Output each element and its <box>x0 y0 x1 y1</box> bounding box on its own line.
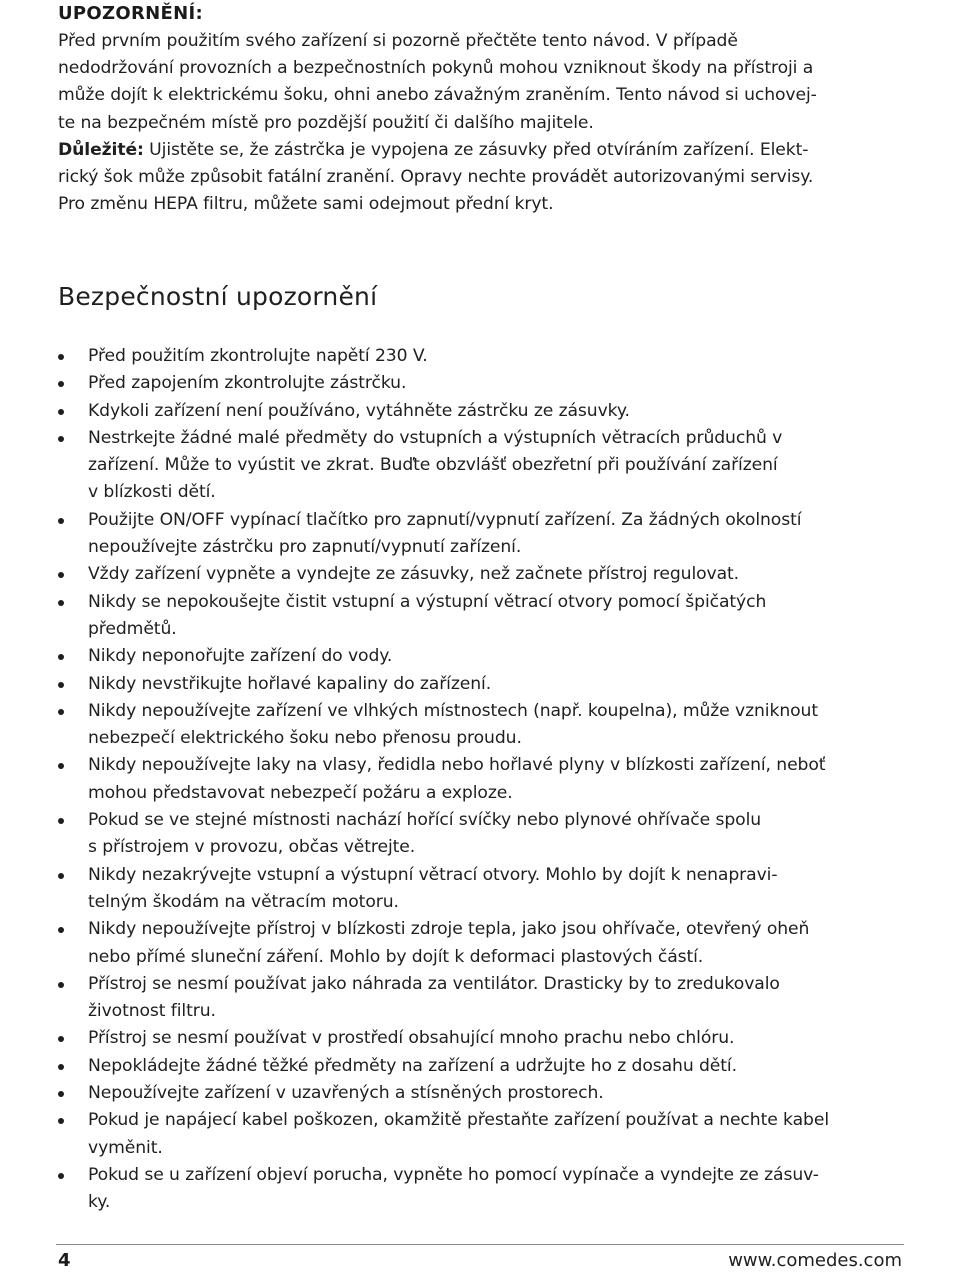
safety-bullet-item <box>58 862 908 917</box>
warning-title: UPOZORNĚNÍ: <box>58 3 203 24</box>
bullet-line: Nikdy nevstřikujte hořlavé kapaliny do zařízení. <box>88 673 492 694</box>
bullet-dot-icon <box>58 873 64 879</box>
bullet-line: telným škodám na větracím motoru. <box>88 891 399 912</box>
page-number: 4 <box>58 1250 71 1271</box>
safety-bullet-item <box>58 561 908 588</box>
bullet-line: předmětů. <box>88 618 177 639</box>
bullet-line: zařízení. Může to vyústit ve zkrat. Buďte obzvlášť obezřetní při používání zařízení <box>88 455 778 476</box>
safety-bullet-list <box>58 343 908 1217</box>
safety-bullet-item <box>58 971 908 1026</box>
bullet-dot-icon <box>58 1036 64 1042</box>
bullet-line: ky. <box>88 1192 111 1213</box>
bullet-dot-icon <box>58 763 64 769</box>
bullet-dot-icon <box>58 409 64 415</box>
bullet-line: Nepokládejte žádné těžké předměty na zařízení a udržujte ho z dosahu dětí. <box>88 1055 737 1076</box>
website-link[interactable]: www.comedes.com <box>728 1250 902 1271</box>
safety-bullet-item <box>58 698 908 753</box>
safety-bullet-item <box>58 807 908 862</box>
safety-bullet-item <box>58 752 908 807</box>
bullet-dot-icon <box>58 600 64 606</box>
safety-bullet-item <box>58 671 908 698</box>
bullet-dot-icon <box>58 518 64 524</box>
bullet-line: nebo přímé sluneční záření. Mohlo by dojít k deformaci plastových částí. <box>88 946 704 967</box>
bullet-line: Pokud se ve stejné místnosti nachází hořící svíčky nebo plynové ohřívače spolu <box>88 810 762 831</box>
warning-line: nedodržování provozních a bezpečnostních pokynů mohou vzniknout škody na přístroji a <box>58 58 814 79</box>
safety-bullet-item <box>58 507 908 562</box>
bullet-dot-icon <box>58 354 64 360</box>
section-title: Bezpečnostní upozornění <box>58 282 378 311</box>
bullet-line: Vždy zařízení vypněte a vyndejte ze zásuvky, než začnete přístroj regulovat. <box>88 564 740 585</box>
warning-line: může dojít k elektrickému šoku, ohni anebo závažným zraněním. Tento návod si uchovej- <box>58 85 817 106</box>
bullet-line: Nestrkejte žádné malé předměty do vstupních a výstupních větracích průduchů v <box>88 427 783 448</box>
bullet-line: mohou představovat nebezpečí požáru a exploze. <box>88 782 513 803</box>
bullet-line: Nikdy nepoužívejte zařízení ve vlhkých místnostech (např. koupelna), může vzniknout <box>88 700 818 721</box>
bullet-line: Nikdy se nepokoušejte čistit vstupní a výstupní větrací otvory pomocí špičatých <box>88 591 767 612</box>
important-label: Důležité: <box>58 139 144 160</box>
bullet-dot-icon <box>58 818 64 824</box>
bullet-dot-icon <box>58 927 64 933</box>
safety-bullet-item <box>58 343 908 370</box>
safety-bullet-item <box>58 1107 908 1162</box>
bullet-dot-icon <box>58 1118 64 1124</box>
important-line: Pro změnu HEPA filtru, můžete sami odejmout přední kryt. <box>58 194 554 215</box>
bullet-line: Nikdy nepoužívejte laky na vlasy, ředidla nebo hořlavé plyny v blízkosti zařízení, neboť <box>88 755 826 776</box>
bullet-line: Přístroj se nesmí používat v prostředí obsahující mnoho prachu nebo chlóru. <box>88 1028 735 1049</box>
warning-line: te na bezpečném místě pro pozdější použití či dalšího majitele. <box>58 112 594 133</box>
important-text: Ujistěte se, že zástrčka je vypojena ze zásuvky před otvíráním zařízení. Elekt- <box>143 139 809 160</box>
bullet-dot-icon <box>58 1091 64 1097</box>
bullet-line: s přístrojem v provozu, občas větrejte. <box>88 837 416 858</box>
bullet-line: nebezpečí elektrického šoku nebo přenosu proudu. <box>88 728 522 749</box>
bullet-dot-icon <box>58 682 64 688</box>
safety-bullet-item <box>58 643 908 670</box>
bullet-line: Před použitím zkontrolujte napětí 230 V. <box>88 346 428 366</box>
safety-bullet-item <box>58 398 908 425</box>
bullet-line: Před zapojením zkontrolujte zástrčku. <box>88 373 407 394</box>
safety-bullet-item <box>58 1162 908 1217</box>
bullet-dot-icon <box>58 572 64 578</box>
bullet-line: životnost filtru. <box>88 1001 216 1022</box>
bullet-dot-icon <box>58 1173 64 1179</box>
bullet-line: Pokud se u zařízení objeví porucha, vypněte ho pomocí vypínače a vyndejte ze zásuv- <box>88 1164 819 1185</box>
safety-bullet-item <box>58 589 908 644</box>
bullet-dot-icon <box>58 436 64 442</box>
safety-bullet-item <box>58 370 908 397</box>
bullet-dot-icon <box>58 654 64 660</box>
bullet-line: Nikdy neponořujte zařízení do vody. <box>88 646 393 667</box>
bullet-dot-icon <box>58 709 64 715</box>
warning-line: Před prvním použitím svého zařízení si pozorně přečtěte tento návod. V případě <box>58 31 738 51</box>
safety-bullet-item <box>58 916 908 971</box>
bullet-line: Nikdy nepoužívejte přístroj v blízkosti zdroje tepla, jako jsou ohřívače, otevřený oheň <box>88 919 810 940</box>
bullet-line: Nepoužívejte zařízení v uzavřených a stísněných prostorech. <box>88 1083 604 1104</box>
safety-bullet-item <box>58 425 908 507</box>
bullet-line: v blízkosti dětí. <box>88 482 216 503</box>
safety-bullet-item <box>58 1025 908 1052</box>
important-line: rický šok může způsobit fatální zranění. Opravy nechte provádět autorizovanými servisy. <box>58 167 814 188</box>
bullet-line: Nikdy nezakrývejte vstupní a výstupní větrací otvory. Mohlo by dojít k nenapravi- <box>88 864 778 885</box>
warning-text <box>58 28 908 218</box>
safety-bullet-item <box>58 1053 908 1080</box>
important-line <box>58 137 908 164</box>
safety-bullet-item <box>58 1080 908 1107</box>
bullet-dot-icon <box>58 381 64 387</box>
bullet-line: nepoužívejte zástrčku pro zapnutí/vypnutí zařízení. <box>88 537 522 558</box>
bullet-line: vyměnit. <box>88 1137 163 1158</box>
bullet-line: Přístroj se nesmí používat jako náhrada za ventilátor. Drasticky by to zredukovalo <box>88 973 780 994</box>
bullet-line: Použijte ON/OFF vypínací tlačítko pro zapnutí/vypnutí zařízení. Za žádných okolností <box>88 509 802 530</box>
footer-divider <box>56 1244 904 1245</box>
bullet-line: Kdykoli zařízení není používáno, vytáhněte zástrčku ze zásuvky. <box>88 400 630 421</box>
bullet-line: Pokud je napájecí kabel poškozen, okamžitě přestaňte zařízení používat a nechte kabel <box>88 1110 829 1131</box>
bullet-dot-icon <box>58 982 64 988</box>
bullet-dot-icon <box>58 1064 64 1070</box>
